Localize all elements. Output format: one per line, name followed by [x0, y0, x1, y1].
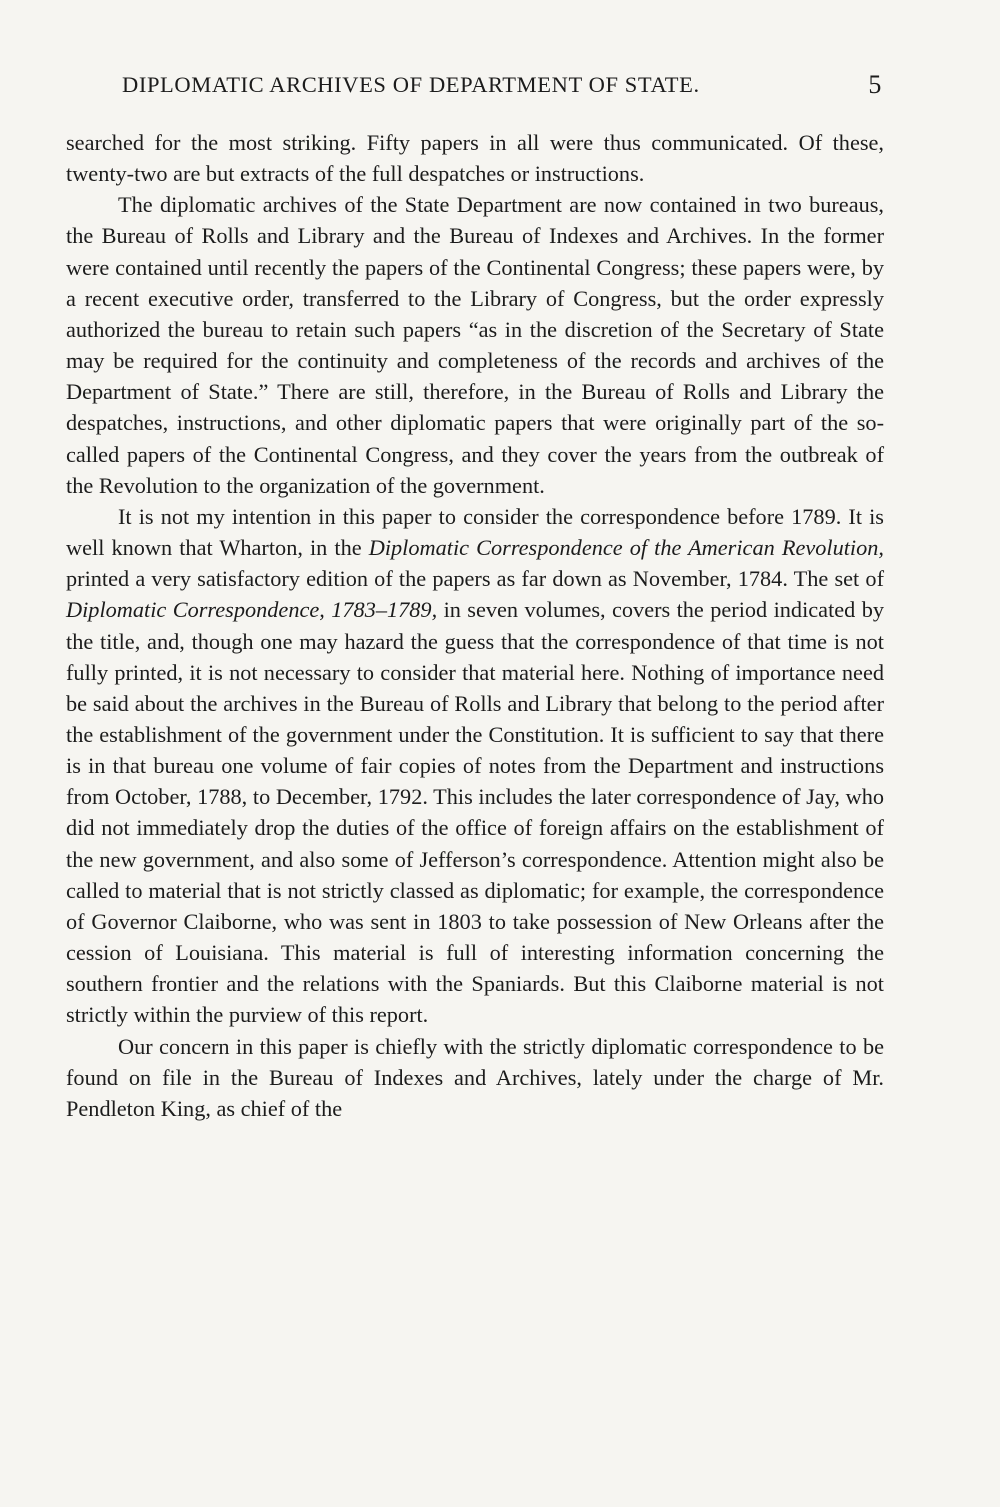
paragraph-3-part-1: It is not my intention in this paper to consider the correspondence before 1789. It is well known that Wharton, in the — [66, 503, 884, 561]
running-title: DIPLOMATIC ARCHIVES OF DEPARTMENT OF STATE. — [122, 72, 700, 97]
paragraph-2: The diplomatic archives of the State Department are now contained in two bureaus, the Bureau of Rolls and Library and the Bureau of Indexes and Archives. In the former were contained until recently the papers of the Continental Congress; these papers were, by a recent executive order, transferred to the Library of Congress, but the order expressly authorized the bureau to retain such papers “as in the discretion of the Secretary of State may be required for the continuity and completeness of the records and archives of the Department of State.” There are still, therefore, in the Bureau of Rolls and Library the despatches, instructions, and other diplomatic papers that were originally part of the so-called papers of the Continental Congress, and they cover the years from the outbreak of the Revolution to the organization of the government. — [66, 192, 884, 498]
paragraph-3-part-3: in seven volumes, covers the period indicated by the title, and, though one may hazard the guess that the correspondence of that time is not fully printed, it is not necessary to consider that material here. Nothing of importance need be said about the archives in the Bureau of Rolls and Library that belong to the period after the establishment of the government under the Constitution. It is sufficient to say that there is in that bureau one volume of fair copies of notes from the Department and instructions from October, 1788, to December, 1792. This includes the later correspondence of Jay, who did not immediately drop the duties of the office of foreign affairs on the establishment of the new government, and also some of Jefferson’s correspondence. Attention might also be called to material that is not strictly classed as diplomatic; for example, the correspondence of Governor Claiborne, who was sent in 1803 to take possession of New Orleans after the cession of Louisiana. This material is full of interesting information concerning the southern frontier and the relations with the Spaniards. But this Claiborne material is not strictly within the purview of this report. — [66, 597, 885, 1028]
body-text — [66, 127, 884, 1124]
running-head — [122, 68, 882, 102]
paragraph-1: searched for the most striking. Fifty papers in all were thus communicated. Of these, twenty-two are but extracts of the full despatches or instructions. — [66, 130, 884, 187]
paragraph-3-part-2: printed a very satisfactory edition of the papers as far down as November, 1784. The set of — [66, 566, 884, 592]
paragraph-4: Our concern in this paper is chiefly with the strictly diplomatic correspondence to be found on file in the Bureau of Indexes and Archives, lately under the charge of Mr. Pendleton King, as chief of the — [66, 1033, 884, 1121]
book-title-diplomatic-correspondence-revolution: Diplomatic Correspondence of the American Revolution, — [368, 535, 884, 561]
page-number: 5 — [868, 70, 882, 99]
paragraph-3 — [66, 501, 884, 1031]
book-title-diplomatic-correspondence-1783-1789: Diplomatic Correspondence, 1783–1789, — [66, 597, 438, 623]
